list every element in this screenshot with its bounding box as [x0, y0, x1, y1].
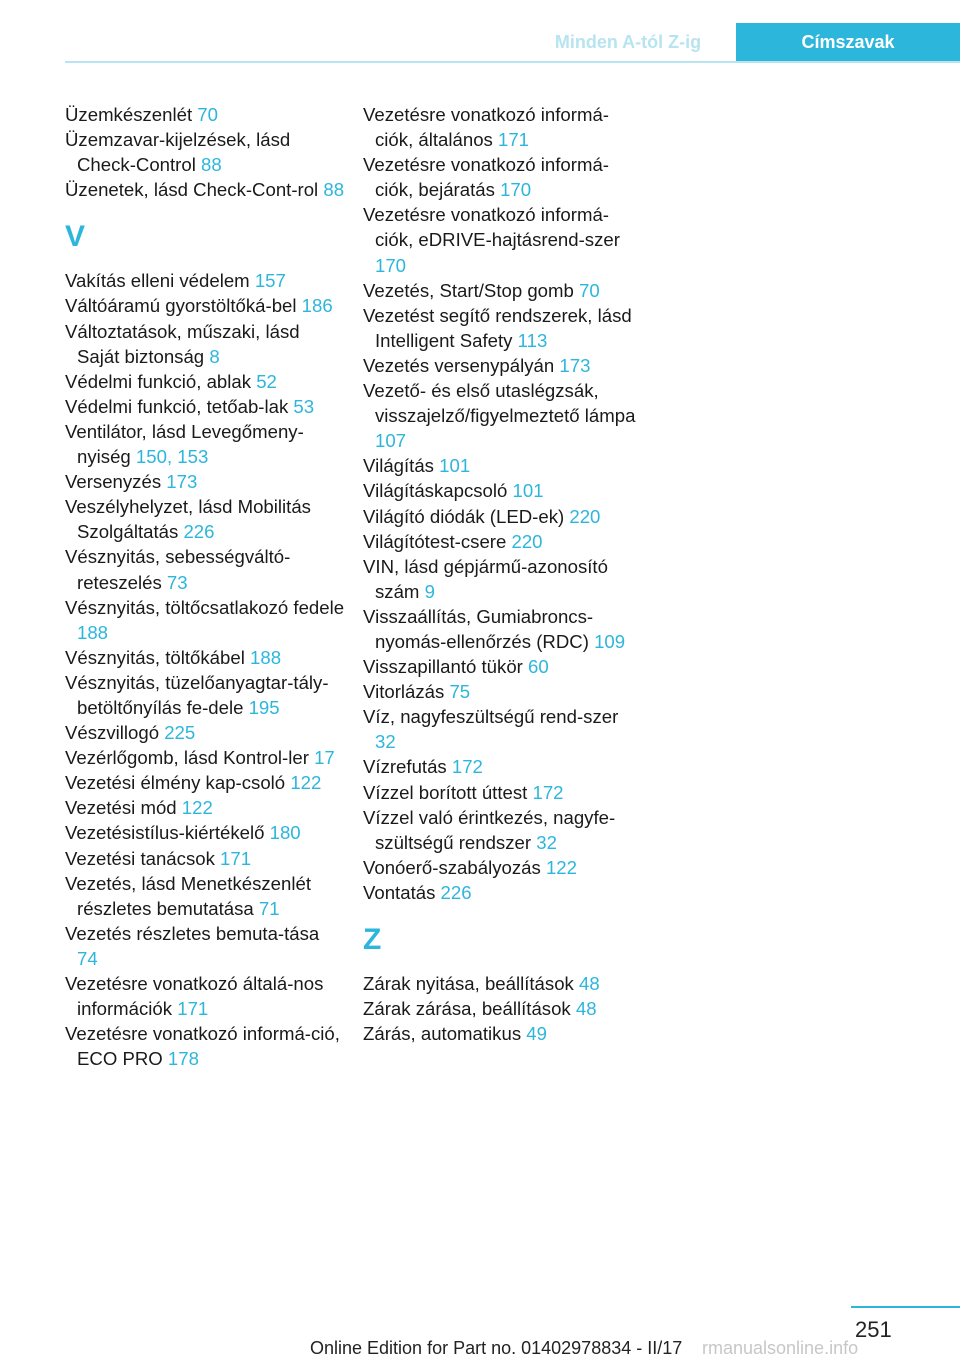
page-reference-link[interactable]: 122 [545, 856, 577, 878]
entry-term: Világító diódák (LED-ek) [363, 505, 570, 527]
page-number: 251 [855, 1317, 892, 1342]
entry-term: Visszaállítás, Gumiabroncs‐nyomás-ellenőrzés (RDC) [363, 605, 595, 652]
entry-term: Vezetésre vonatkozó informá‐ciók, általános [363, 104, 609, 151]
index-entry [363, 780, 643, 805]
page-reference-link[interactable]: 17 [314, 747, 335, 769]
index-column-left [65, 102, 345, 1071]
index-letter-heading: Z [363, 923, 382, 956]
header-tabs [520, 23, 960, 61]
page-reference-link[interactable]: 109 [594, 630, 626, 652]
entry-term: Világítótest-csere [363, 530, 512, 552]
index-entry [65, 394, 345, 419]
entry-term: Zárás, automatikus [363, 1023, 527, 1045]
index-entry [363, 855, 643, 880]
page-reference-link[interactable]: 186 [301, 295, 333, 317]
page-reference-link[interactable]: 157 [254, 270, 286, 292]
entry-term: Vezetés, lásd Menetkészenlét részletes bemutatása [65, 872, 311, 919]
index-entry [363, 453, 643, 478]
index-entry [65, 971, 345, 1021]
page-reference-link[interactable]: 60 [528, 656, 549, 678]
entry-term: Vezetési tanácsok [65, 847, 221, 869]
entry-term: Vakítás elleni védelem [65, 270, 255, 292]
page-reference-link[interactable]: 220 [569, 505, 601, 527]
index-entry [363, 704, 643, 754]
entry-term: Vezetés, Start/Stop gomb [363, 279, 580, 301]
page-reference-link[interactable]: 171 [220, 847, 252, 869]
index-entry [65, 1021, 345, 1071]
index-entry [363, 303, 643, 353]
index-entry [363, 996, 643, 1021]
page-reference-link[interactable]: 49 [526, 1023, 547, 1045]
entry-term: Víz, nagyfeszültségű rend‐szer [363, 706, 619, 728]
index-entry [363, 478, 643, 503]
entry-term: Vezetési élmény kap‐csoló [65, 772, 291, 794]
entry-term: Vezetésistílus-kiértékelő [65, 822, 270, 844]
entry-term: Vezetés versenypályán [363, 354, 560, 376]
index-entry [363, 152, 643, 202]
index-entry [65, 369, 345, 394]
page-reference-link[interactable]: 52 [256, 370, 277, 392]
index-entry [363, 654, 643, 679]
index-entry [363, 805, 643, 855]
page-reference-link[interactable]: 173 [166, 471, 198, 493]
page-reference-link[interactable]: 48 [579, 973, 600, 994]
index-entry [363, 880, 643, 905]
page-reference-link[interactable]: 122 [181, 797, 213, 819]
page-reference-link[interactable]: 220 [511, 530, 543, 552]
index-entry [65, 177, 345, 202]
entry-term: Versenyzés [65, 471, 167, 493]
page-reference-link[interactable]: 226 [440, 881, 472, 903]
index-entry [65, 268, 345, 293]
entry-term: Zárak nyitása, beállítások [363, 973, 579, 994]
index-entry [363, 529, 643, 554]
index-entry [65, 544, 345, 594]
index-entry [363, 604, 643, 654]
page-reference-link[interactable]: 226 [183, 521, 215, 543]
entry-term: Zárak zárása, beállítások [363, 998, 576, 1020]
entry-term: Visszapillantó tükör [363, 656, 529, 678]
index-entry [363, 102, 643, 152]
index-entry [65, 795, 345, 820]
page-reference-link[interactable]: 74 [77, 947, 98, 969]
footer-divider [851, 1306, 960, 1308]
index-entry [363, 378, 643, 453]
index-entry [65, 846, 345, 871]
page-reference-link[interactable]: 70 [197, 104, 218, 125]
entry-term: Vésznyitás, töltőcsatlakozó fedele [65, 596, 345, 618]
entry-term: Vitorlázás [363, 681, 450, 703]
page-reference-link[interactable]: 32 [536, 831, 557, 853]
index-entry [363, 971, 643, 996]
index-entry [65, 469, 345, 494]
entry-term: Üzemzavar-kijelzések, lásd Check-Control [65, 129, 291, 176]
index-entry [363, 754, 643, 779]
page-reference-link[interactable]: 70 [579, 279, 600, 301]
entry-term: Vonóerő-szabályozás [363, 856, 546, 878]
header-divider [65, 61, 960, 63]
entry-term: Váltóáramú gyorstöltőká‐bel [65, 295, 302, 317]
index-entry [65, 871, 345, 921]
page-reference-link[interactable]: 88 [201, 154, 222, 176]
page-reference-link[interactable]: 71 [258, 897, 280, 919]
index-entry [363, 1021, 643, 1046]
page-reference-link[interactable]: 113 [517, 329, 548, 351]
entry-term: Vezetésre vonatkozó informá‐ciók, bejáratás [363, 154, 609, 201]
entry-term: Világításkapcsoló [363, 480, 513, 502]
entry-term: Vezetés részletes bemuta‐tása [65, 922, 320, 944]
active-tab-label: Címszavak [736, 23, 960, 61]
page-reference-link[interactable]: 188 [250, 646, 282, 668]
entry-term: Vezetési mód [65, 797, 182, 819]
page-reference-link[interactable]: 170 [375, 254, 407, 276]
index-entry [363, 278, 643, 303]
index-entry [65, 293, 345, 318]
page-reference-link[interactable]: 171 [177, 998, 209, 1020]
index-entry [363, 679, 643, 704]
index-column-right [363, 102, 643, 1046]
index-entry [65, 670, 345, 720]
entry-term: Vezetésre vonatkozó általá‐nos információk [65, 973, 324, 1020]
entry-term: Világítás [363, 455, 440, 477]
page-reference-link[interactable]: 53 [293, 395, 315, 417]
entry-term: VIN, lásd gépjármű-azonosító szám [363, 555, 608, 602]
entry-term: Vezetésre vonatkozó informá‐ció, ECO PRO [65, 1023, 340, 1070]
index-entry [363, 504, 643, 529]
index-entry [65, 745, 345, 770]
page-reference-link[interactable]: 75 [449, 681, 471, 703]
entry-term: Vezetést segítő rendszerek, lásd Intelligent Safety [363, 304, 632, 351]
index-entry [363, 554, 643, 604]
page-reference-link[interactable]: 9 [424, 580, 435, 602]
index-entry [65, 645, 345, 670]
page-reference-link[interactable]: 150, 153 [135, 446, 209, 468]
entry-term: Vezérlőgomb, lásd Kontrol‐ler [65, 747, 315, 769]
page-reference-link[interactable]: 172 [451, 756, 483, 778]
index-letter-heading: V [65, 220, 86, 254]
page-reference-link[interactable]: 122 [290, 772, 322, 794]
edition-note: Online Edition for Part no. 01402978834 - II/17 [310, 1338, 683, 1358]
entry-term: Üzemkészenlét [65, 104, 198, 125]
entry-term: Vízrefutás [363, 756, 452, 778]
entry-term: Üzenetek, lásd Check-Cont‐rol [65, 179, 324, 201]
page-reference-link[interactable]: 178 [167, 1048, 199, 1070]
index-entry [65, 820, 345, 845]
page-reference-link[interactable]: 101 [512, 480, 544, 502]
page-reference-link[interactable]: 173 [559, 354, 591, 376]
entry-term: Vészvillogó [65, 722, 165, 744]
page-reference-link[interactable]: 107 [375, 430, 407, 452]
entry-term: Vezetésre vonatkozó informá‐ciók, eDRIVE-hajtásrend‐szer [363, 204, 620, 251]
page-reference-link[interactable]: 170 [500, 179, 532, 201]
page-reference-link[interactable]: 8 [209, 345, 220, 367]
index-entry [65, 770, 345, 795]
section-title: Minden A-tól Z-ig [520, 23, 736, 61]
entry-term: Védelmi funkció, tetőab‐lak [65, 395, 294, 417]
entry-term: Ventilátor, lásd Levegőmeny‐nyiség [65, 420, 304, 468]
page-reference-link[interactable]: 225 [164, 722, 196, 744]
page-reference-link[interactable]: 73 [166, 571, 188, 593]
index-entry [65, 921, 345, 971]
page-reference-link[interactable]: 188 [77, 621, 109, 643]
entry-term: Vontatás [363, 881, 441, 903]
entry-term: Vízzel való érintkezés, nagyfe‐szültségű rendszer [363, 806, 616, 853]
entry-term: Változtatások, műszaki, lásd Saját biztonság [65, 320, 300, 367]
entry-term: Védelmi funkció, ablak [65, 370, 257, 392]
index-entry [363, 202, 643, 277]
watermark: rmanualsonline.info [702, 1338, 859, 1358]
entry-term: Vésznyitás, tüzelőanyagtar‐tály-betöltőnyílás fe‐dele [65, 671, 329, 718]
index-entry [363, 353, 643, 378]
page-reference-link[interactable]: 180 [269, 822, 301, 844]
index-entry [65, 319, 345, 369]
page-reference-link[interactable]: 171 [498, 129, 530, 151]
entry-term: Vízzel borított úttest [363, 781, 533, 803]
index-entry [65, 102, 345, 127]
page-reference-link[interactable]: 48 [575, 998, 597, 1020]
index-entry [65, 720, 345, 745]
index-entry [65, 494, 345, 544]
entry-term: Vésznyitás, sebességváltó‐reteszelés [65, 546, 291, 593]
page-reference-link[interactable]: 172 [532, 781, 564, 803]
page-reference-link[interactable]: 195 [248, 696, 280, 718]
page-reference-link[interactable]: 88 [323, 179, 345, 201]
page-reference-link[interactable]: 101 [439, 455, 471, 477]
index-entry [65, 595, 345, 645]
entry-term: Veszélyhelyzet, lásd Mobilitás Szolgáltatás [65, 496, 311, 543]
entry-term: Vezető- és első utaslégzsák, visszajelző/figyelmeztető lámpa [363, 380, 636, 427]
page-reference-link[interactable]: 32 [375, 731, 396, 753]
entry-term: Vésznyitás, töltőkábel [65, 646, 251, 668]
index-entry [65, 419, 345, 469]
index-entry [65, 127, 345, 177]
